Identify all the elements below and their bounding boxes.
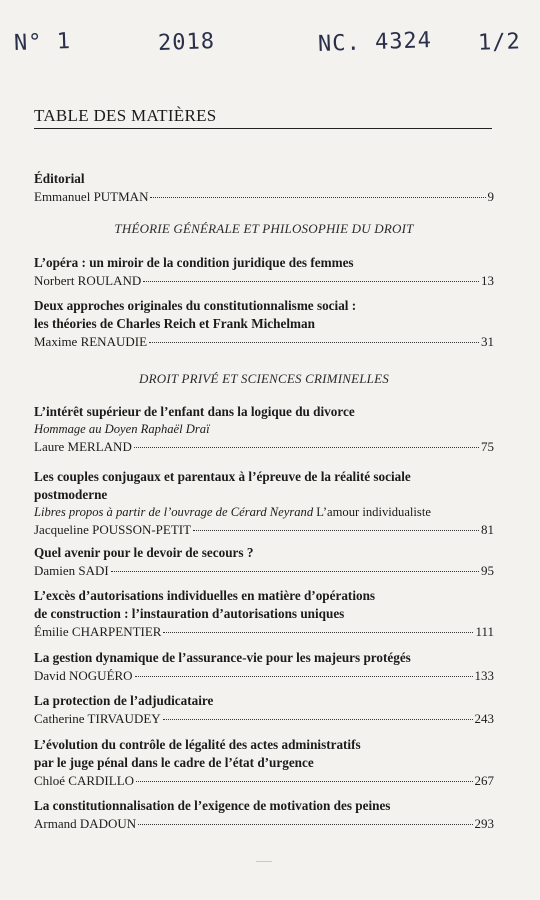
leader-dots	[163, 718, 473, 720]
leader-dots	[138, 823, 472, 825]
entry-author: Catherine TIRVAUDEY	[34, 711, 161, 726]
entry-page-number: 31	[481, 334, 494, 349]
entry-title-line: Deux approches originales du constitutionnalisme social :	[34, 298, 357, 313]
entry-title-line: Les couples conjugaux et parentaux à l’épreuve de la réalité sociale	[34, 469, 411, 484]
leader-dots	[111, 570, 479, 572]
entry-page-number: 81	[481, 522, 494, 537]
section-heading: THÉORIE GÉNÉRALE ET PHILOSOPHIE DU DROIT	[114, 221, 414, 236]
entry-page-number: 75	[481, 439, 494, 454]
entry-subtitle	[34, 504, 494, 521]
toc-entry	[34, 797, 494, 833]
entry-line	[34, 772, 494, 790]
entry-page-number: 9	[487, 189, 494, 204]
leader-dots	[150, 196, 485, 198]
entry-title: Éditorial	[34, 171, 85, 186]
entry-page-number: 111	[475, 624, 494, 639]
entry-title-line: les théories de Charles Reich et Frank Michelman	[34, 316, 315, 331]
entry-title: L’intérêt supérieur de l’enfant dans la logique du divorce	[34, 404, 355, 419]
entry-page-number: 243	[474, 711, 494, 726]
entry-title-line: L’excès d’autorisations individuelles en matière d’opérations	[34, 588, 376, 603]
handwritten-issue-number: N° 1	[13, 29, 72, 56]
entry-title-line: postmoderne	[34, 487, 108, 502]
leader-dots	[135, 675, 473, 677]
entry-page-number: 95	[481, 563, 494, 578]
toc-entry	[34, 297, 494, 351]
entry-line	[34, 438, 494, 456]
entry-line	[34, 188, 494, 206]
entry-page-number: 13	[481, 273, 494, 288]
entry-title-line: par le juge pénal dans le cadre de l’état d’urgence	[34, 755, 314, 770]
entry-title: La gestion dynamique de l’assurance-vie pour les majeurs protégés	[34, 650, 411, 665]
entry-title-line: L’évolution du contrôle de légalité des actes administratifs	[34, 737, 361, 752]
leader-dots	[163, 631, 473, 633]
toc-entry	[34, 692, 494, 728]
toc-entry	[34, 170, 494, 206]
toc-entry	[34, 649, 494, 685]
entry-author: Armand DADOUN	[34, 816, 137, 831]
entry-line	[34, 272, 494, 290]
leader-dots	[143, 280, 479, 282]
entry-line	[34, 562, 494, 580]
entry-page-number: 293	[474, 816, 494, 831]
leader-dots	[149, 341, 479, 343]
entry-author: Emmanuel PUTMAN	[34, 189, 149, 204]
entry-subtitle-plain: L’amour individualiste	[313, 505, 431, 519]
toc-entry	[34, 736, 494, 790]
handwritten-reference: NC. 4324	[317, 28, 433, 57]
leader-dots	[193, 529, 479, 531]
entry-title-line: de construction : l’instauration d’autorisations uniques	[34, 606, 345, 621]
entry-subtitle: Hommage au Doyen Raphaël Draï	[34, 422, 210, 436]
page-mark	[256, 861, 272, 862]
entry-title: L’opéra : un miroir de la condition juridique des femmes	[34, 255, 354, 270]
page-title: TABLE DES MATIÈRES	[34, 106, 217, 125]
entry-author: Maxime RENAUDIE	[34, 334, 148, 349]
entry-page-number: 267	[474, 773, 494, 788]
entry-title: Quel avenir pour le devoir de secours ?	[34, 545, 254, 560]
entry-author: David NOGUÉRO	[34, 668, 133, 683]
entry-author: Jacqueline POUSSON-PETIT	[34, 522, 192, 537]
toc-entry	[34, 468, 494, 539]
toc-entry	[34, 544, 494, 580]
entry-line	[34, 667, 494, 685]
section-heading: DROIT PRIVÉ ET SCIENCES CRIMINELLES	[139, 371, 389, 386]
entry-page-number: 133	[474, 668, 494, 683]
toc-entry	[34, 254, 494, 290]
entry-author: Laure MERLAND	[34, 439, 132, 454]
toc-entry	[34, 403, 494, 456]
entry-author: Émilie CHARPENTIER	[34, 624, 162, 639]
entry-author: Chloé CARDILLO	[34, 773, 135, 788]
entry-line	[34, 521, 494, 539]
handwritten-volume: 1/2	[477, 29, 522, 56]
entry-subtitle-italic: Libres propos à partir de l’ouvrage de Cérard Neyrand	[34, 505, 314, 519]
heading-underline	[34, 128, 492, 129]
entry-line	[34, 623, 494, 641]
entry-line	[34, 815, 494, 833]
entry-author: Norbert ROULAND	[34, 273, 142, 288]
entry-title: La constitutionnalisation de l’exigence de motivation des peines	[34, 798, 391, 813]
handwritten-year: 2018	[157, 29, 216, 56]
leader-dots	[134, 446, 479, 448]
leader-dots	[136, 780, 472, 782]
toc-entry	[34, 587, 494, 641]
entry-author: Damien SADI	[34, 563, 109, 578]
entry-title: La protection de l’adjudicataire	[34, 693, 214, 708]
entry-line	[34, 710, 494, 728]
entry-line	[34, 333, 494, 351]
